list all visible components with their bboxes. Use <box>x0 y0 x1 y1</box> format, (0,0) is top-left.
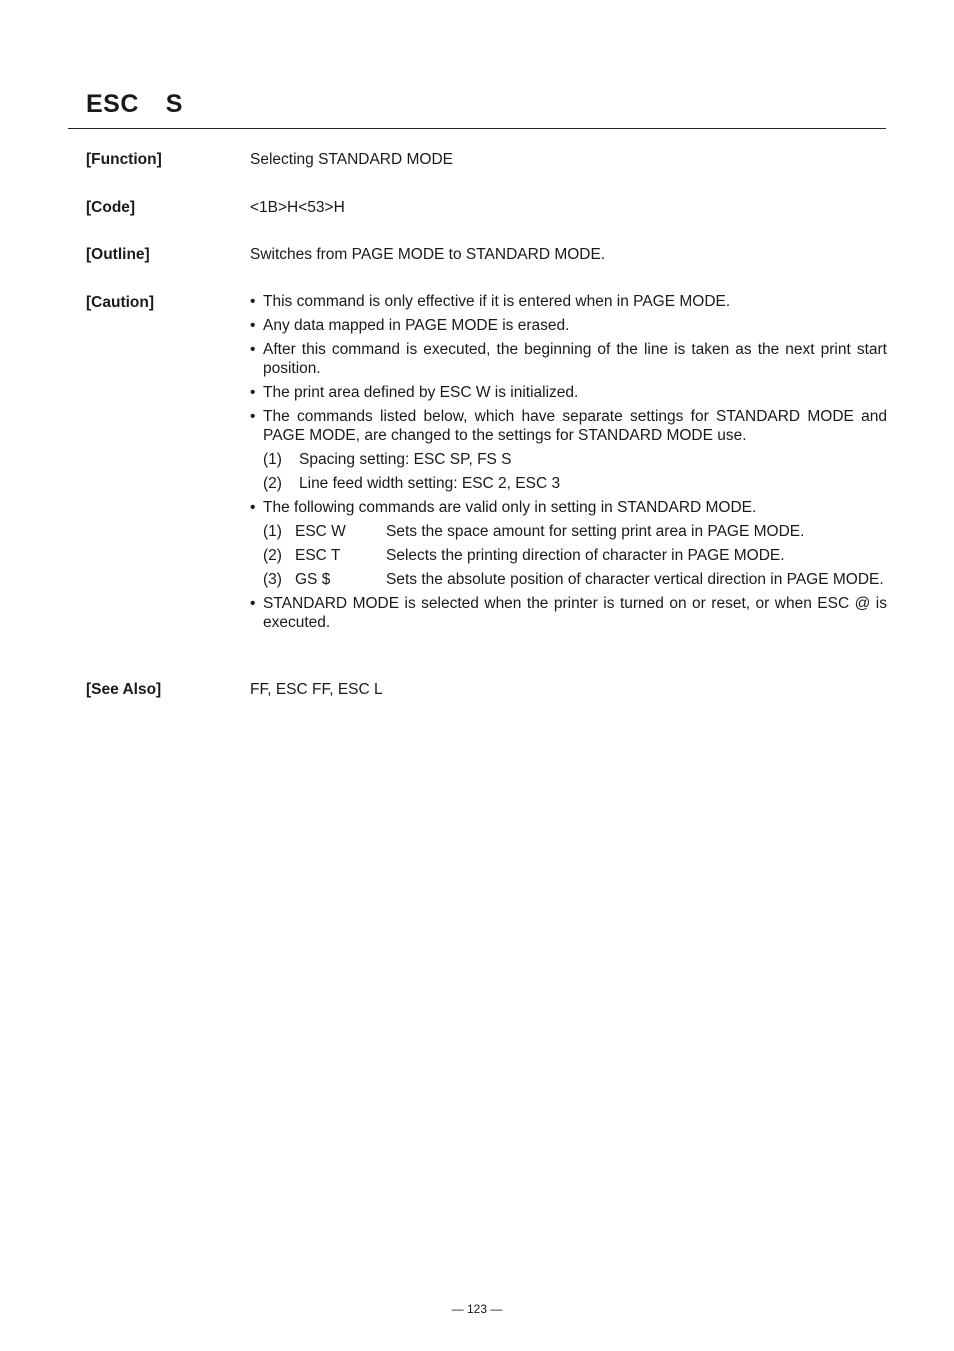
command-name: ESC T <box>295 547 341 564</box>
command-name: ESC W <box>295 523 346 540</box>
caution-list <box>250 292 887 637</box>
code-label: [Code] <box>86 199 136 216</box>
caution-item <box>250 594 887 632</box>
caution-item-text: This command is only effective if it is entered when in PAGE MODE. <box>263 293 731 310</box>
bullet-marker: • <box>250 408 256 425</box>
code-value: <1B>H<53>H <box>250 199 345 216</box>
command-number: (2) <box>263 547 282 564</box>
caution-item-text: The print area defined by ESC W is initialized. <box>263 384 579 401</box>
bullet-marker: • <box>250 384 256 401</box>
settings-item-number: (1) <box>263 451 282 468</box>
command-list-item <box>263 522 887 541</box>
settings-list-item <box>263 474 887 493</box>
caution-item <box>250 292 887 311</box>
command-description: Sets the absolute position of character vertical direction in PAGE MODE. <box>386 571 884 588</box>
command-name: GS $ <box>295 571 331 588</box>
caution-item-text: STANDARD MODE is selected when the printer is turned on or reset, or when ESC @ is executed. <box>263 595 887 631</box>
caution-item <box>250 316 887 335</box>
command-description: Selects the printing direction of character in PAGE MODE. <box>386 547 785 564</box>
caution-label: [Caution] <box>86 294 155 311</box>
caution-item <box>250 383 887 402</box>
bullet-marker: • <box>250 317 256 334</box>
bullet-marker: • <box>250 341 256 358</box>
function-label: [Function] <box>86 151 162 168</box>
caution-item-text: The commands listed below, which have separate settings for STANDARD MODE and PAGE MODE, are changed to the settings for STANDARD MODE use. <box>263 408 887 444</box>
page-title: ESC S <box>86 90 183 118</box>
settings-item-number: (2) <box>263 475 282 492</box>
title-divider <box>68 128 886 129</box>
caution-item-text: Any data mapped in PAGE MODE is erased. <box>263 317 570 334</box>
caution-item <box>250 340 887 378</box>
caution-item-text: The following commands are valid only in setting in STANDARD MODE. <box>263 499 757 516</box>
bullet-marker: • <box>250 293 256 310</box>
command-number: (1) <box>263 523 282 540</box>
settings-item-text: Spacing setting: ESC SP, FS S <box>299 451 512 468</box>
command-description: Sets the space amount for setting print area in PAGE MODE. <box>386 523 805 540</box>
see-also-label: [See Also] <box>86 681 162 698</box>
settings-item-text: Line feed width setting: ESC 2, ESC 3 <box>299 475 561 492</box>
page-number: — 123 — <box>451 1302 503 1316</box>
command-list-item <box>263 546 887 565</box>
outline-label: [Outline] <box>86 246 150 263</box>
caution-item <box>250 407 887 493</box>
see-also-value: FF, ESC FF, ESC L <box>250 681 383 698</box>
command-list-item <box>263 570 887 589</box>
bullet-marker: • <box>250 595 256 612</box>
outline-value: Switches from PAGE MODE to STANDARD MODE. <box>250 246 606 263</box>
caution-item <box>250 498 887 589</box>
command-number: (3) <box>263 571 282 588</box>
function-value: Selecting STANDARD MODE <box>250 151 453 168</box>
settings-list-item <box>263 450 887 469</box>
caution-item-text: After this command is executed, the beginning of the line is taken as the next print start position. <box>263 341 887 377</box>
bullet-marker: • <box>250 499 256 516</box>
